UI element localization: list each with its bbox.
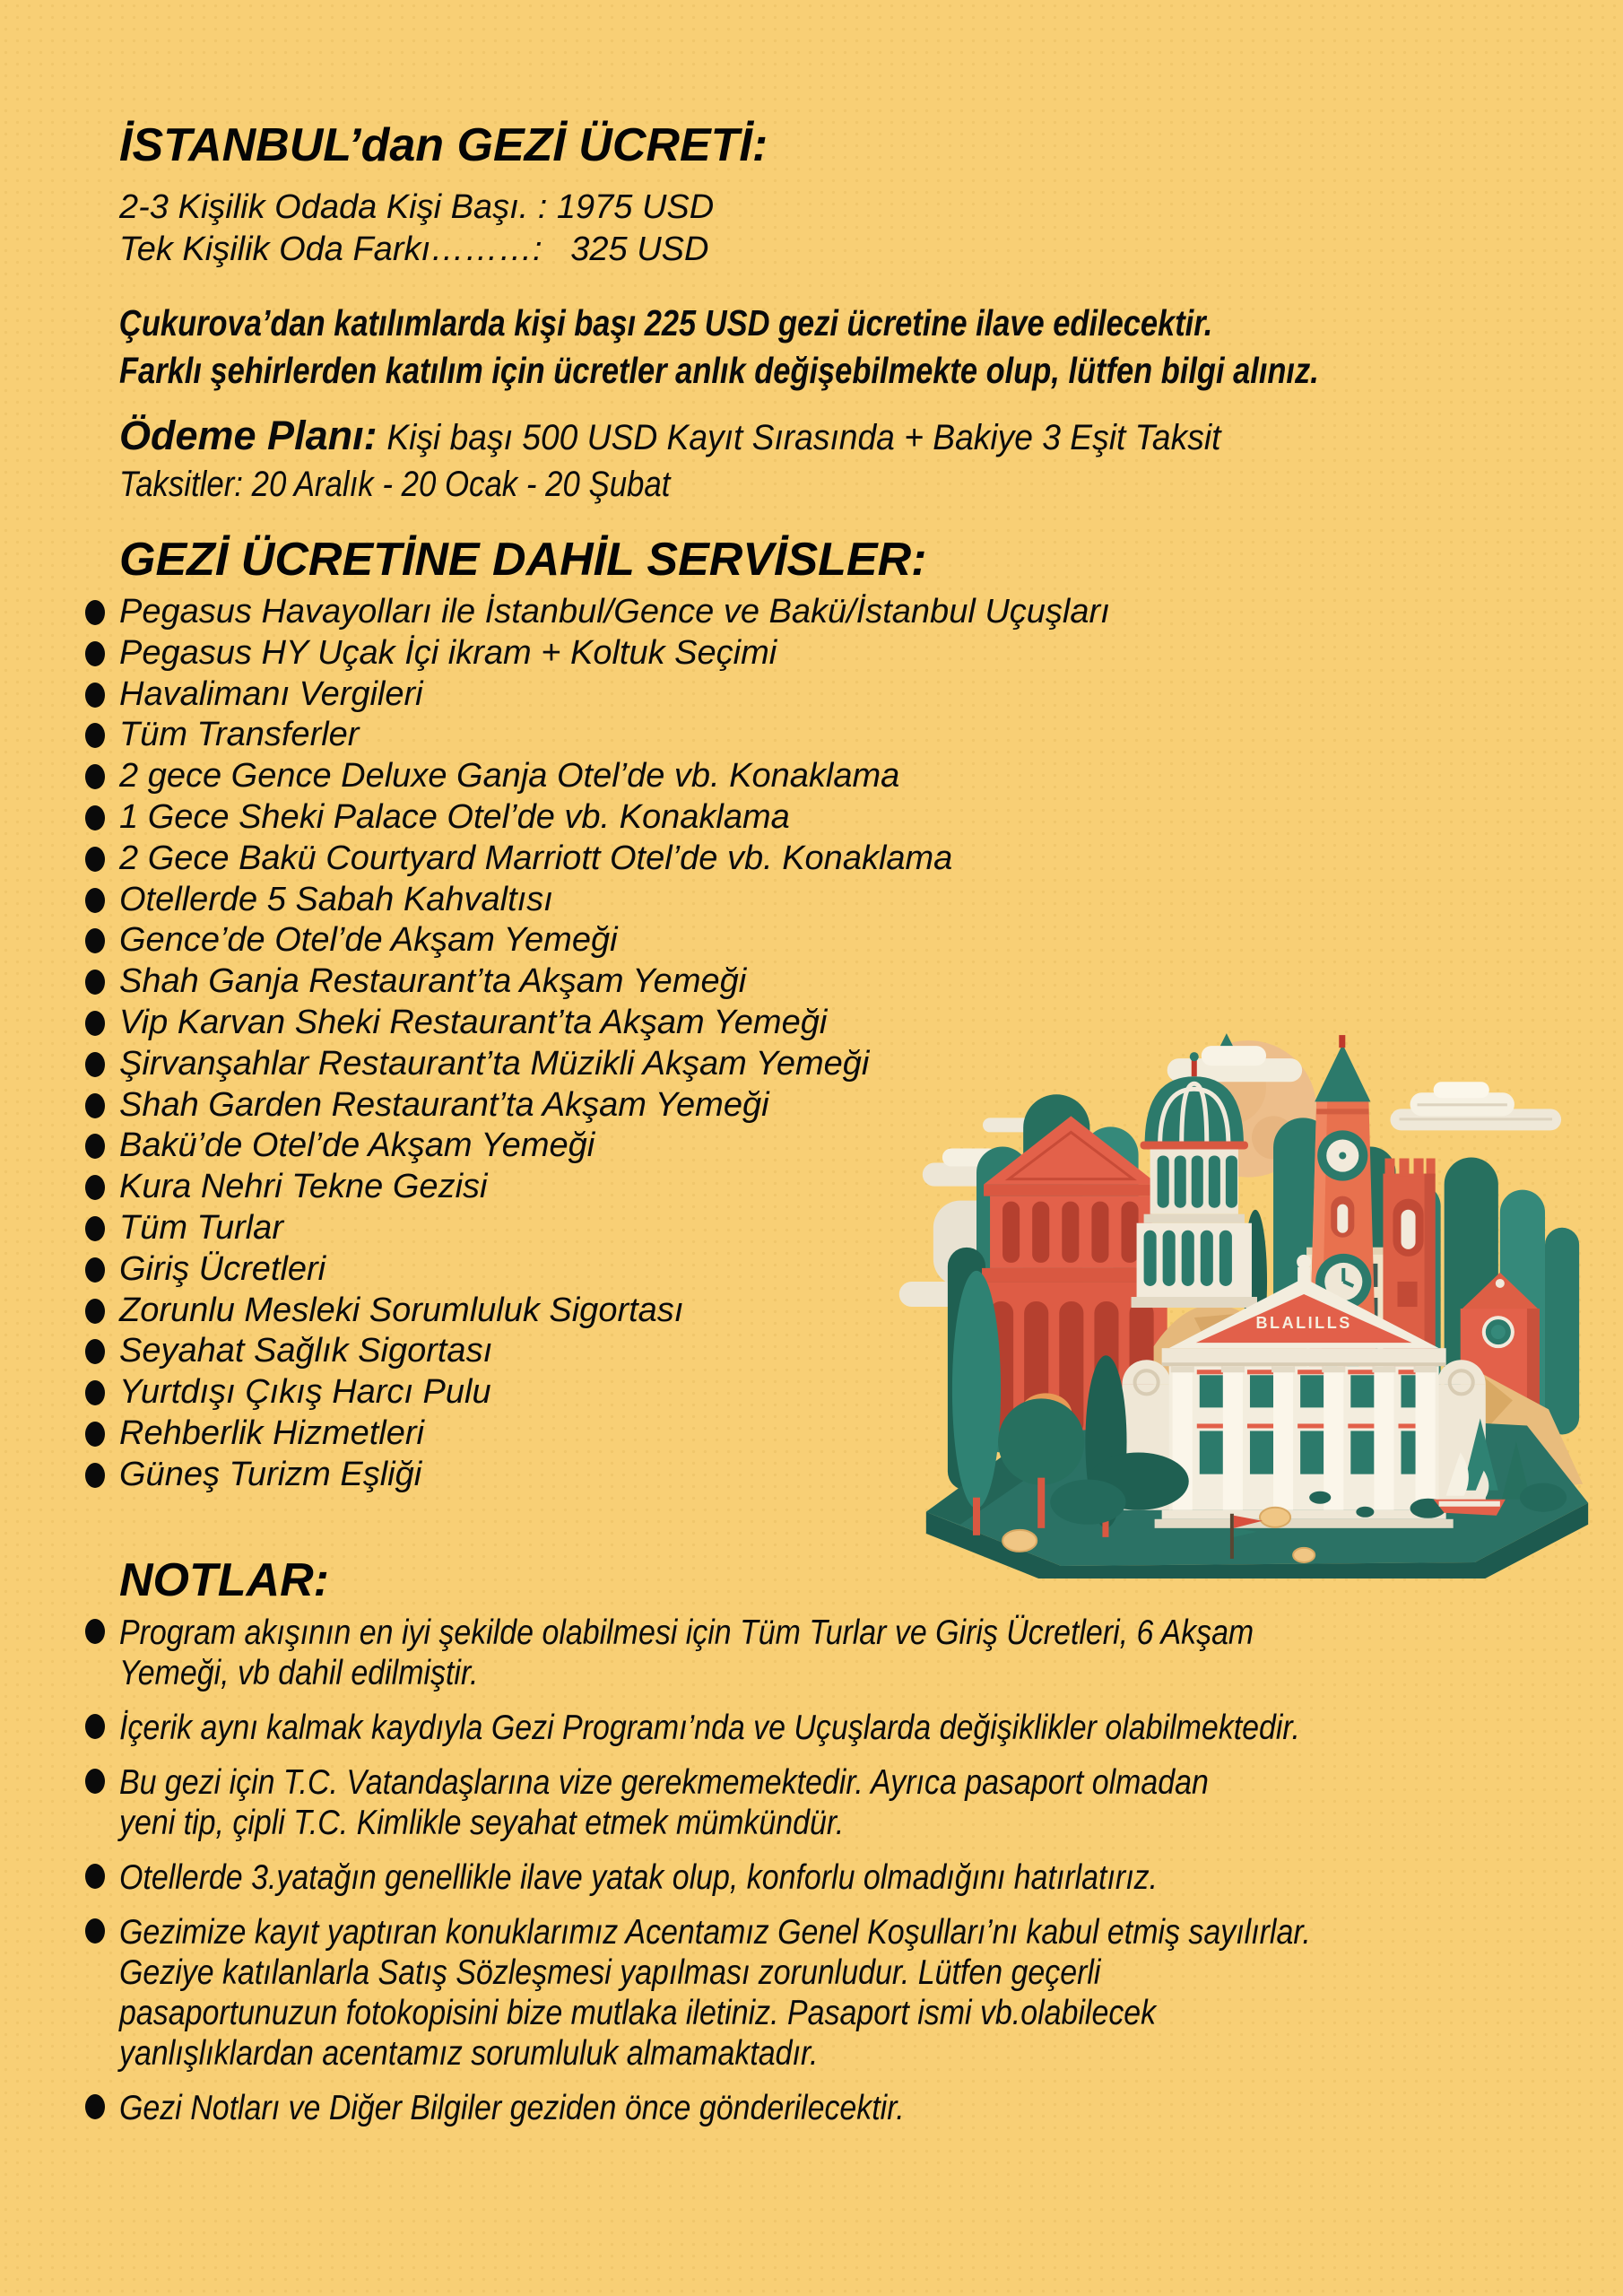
note-item	[85, 1912, 1488, 2074]
list-item: Vip Karvan Sheki Restaurant’ta Akşam Yemeği	[85, 1003, 1110, 1044]
note-line: İçerik aynı kalmak kaydıyla Gezi Programı’nda ve Uçuşlarda değişiklikler olabilmektedir.	[119, 1709, 1300, 1747]
city-illustration-svg	[897, 1012, 1623, 1578]
list-item: Rehberlik Hizmetleri	[85, 1413, 1110, 1455]
note-item	[85, 1708, 1488, 1748]
list-item: Güneş Turizm Eşliği	[85, 1455, 1110, 1496]
note-line: Otellerde 3.yatağın genellikle ilave yatak olup, konforlu olmadığını hatırlatırız.	[119, 1858, 1159, 1897]
note-line: yanlışlıklardan acentamız sorumluluk almamaktadır.	[119, 2034, 819, 2073]
note-item	[85, 1857, 1488, 1898]
list-item: Shah Garden Restaurant’ta Akşam Yemeği	[85, 1085, 1110, 1126]
pediment-text: BLALILLS	[1255, 1314, 1352, 1333]
list-item: Gence’de Otel’de Akşam Yemeği	[85, 920, 1110, 961]
list-item: 2 Gece Bakü Courtyard Marriott Otel’de vb. Konaklama	[85, 839, 1110, 880]
note-line: Program akışının en iyi şekilde olabilmesi için Tüm Turlar ve Giriş Ücretleri, 6 Akşam	[119, 1613, 1254, 1652]
list-item: Zorunlu Mesleki Sorumluluk Sigortası	[85, 1291, 1110, 1332]
note-item	[85, 1762, 1488, 1843]
list-item: Şirvanşahlar Restaurant’ta Müzikli Akşam Yemeği	[85, 1044, 1110, 1085]
price-lines	[119, 187, 768, 271]
note-line: Bu gezi için T.C. Vatandaşlarına vize gerekmemektedir. Ayrıca pasaport olmadan	[119, 1763, 1209, 1802]
notes-heading: NOTLAR:	[119, 1554, 329, 1606]
list-item: Giriş Ücretleri	[85, 1249, 1110, 1291]
list-item: Pegasus Havayolları ile İstanbul/Gence ve Bakü/İstanbul Uçuşları	[85, 592, 1110, 633]
surcharge-line-1: Çukurova’dan katılımlarda kişi başı 225 USD gezi ücretine ilave edilecektir.	[119, 302, 1213, 344]
note-line: Gezimize kayıt yaptıran konuklarımız Acentamız Genel Koşulları’nı kabul etmiş sayılırlar.	[119, 1913, 1311, 1952]
note-line: Geziye katılanlarla Satış Sözleşmesi yapılması zorunludur. Lütfen geçerli	[119, 1953, 1101, 1992]
list-item: Tüm Transferler	[85, 715, 1110, 756]
list-item: Havalimanı Vergileri	[85, 674, 1110, 716]
list-item: Pegasus HY Uçak İçi ikram + Koltuk Seçimi	[85, 633, 1110, 674]
list-item: Bakü’de Otel’de Akşam Yemeği	[85, 1126, 1110, 1167]
list-item: Seyahat Sağlık Sigortası	[85, 1331, 1110, 1372]
pricing-section	[119, 118, 768, 271]
notes-list	[85, 1613, 1488, 2143]
list-item: 1 Gece Sheki Palace Otel’de vb. Konaklama	[85, 797, 1110, 839]
list-item: Kura Nehri Tekne Gezisi	[85, 1167, 1110, 1208]
list-item: 2 gece Gence Deluxe Ganja Otel’de vb. Konaklama	[85, 756, 1110, 797]
payment-plan-section	[119, 413, 1284, 509]
page-title: İSTANBUL’dan GEZİ ÜCRETİ:	[119, 119, 768, 171]
payment-plan-text: Kişi başı 500 USD Kayıt Sırasında + Bakiye 3 Eşit Taksit	[377, 418, 1221, 457]
price-line-single-supplement: Tek Kişilik Oda Farkı………: 325 USD	[119, 230, 709, 268]
note-line: Yemeği, vb dahil edilmiştir.	[119, 1654, 479, 1692]
list-item: Tüm Turlar	[85, 1208, 1110, 1249]
payment-installments-text: Taksitler: 20 Aralık - 20 Ocak - 20 Şubat	[119, 465, 671, 504]
payment-plan-label: Ödeme Planı:	[119, 413, 378, 458]
list-item: Otellerde 5 Sabah Kahvaltısı	[85, 880, 1110, 921]
list-item: Shah Ganja Restaurant’ta Akşam Yemeği	[85, 961, 1110, 1003]
surcharge-line-2: Farklı şehirlerden katılım için ücretler anlık değişebilmekte olup, lütfen bilgi alınız.	[119, 350, 1319, 391]
note-item	[85, 2088, 1488, 2128]
city-illustration	[897, 1012, 1623, 1578]
services-heading: GEZİ ÜCRETİNE DAHİL SERVİSLER:	[119, 534, 927, 586]
note-line: yeni tip, çipli T.C. Kimlikle seyahat etmek mümkündür.	[119, 1804, 845, 1842]
note-line: Gezi Notları ve Diğer Bilgiler geziden önce gönderilecektir.	[119, 2089, 905, 2127]
list-item: Yurtdışı Çıkış Harcı Pulu	[85, 1372, 1110, 1413]
surcharge-section	[119, 300, 1548, 395]
note-item	[85, 1613, 1488, 1693]
price-line-double-room: 2-3 Kişilik Odada Kişi Başı. : 1975 USD	[119, 188, 715, 226]
note-line: pasaportunuzun fotokopisini bize mutlaka iletiniz. Pasaport ismi vb.olabilecek	[119, 1994, 1157, 2032]
